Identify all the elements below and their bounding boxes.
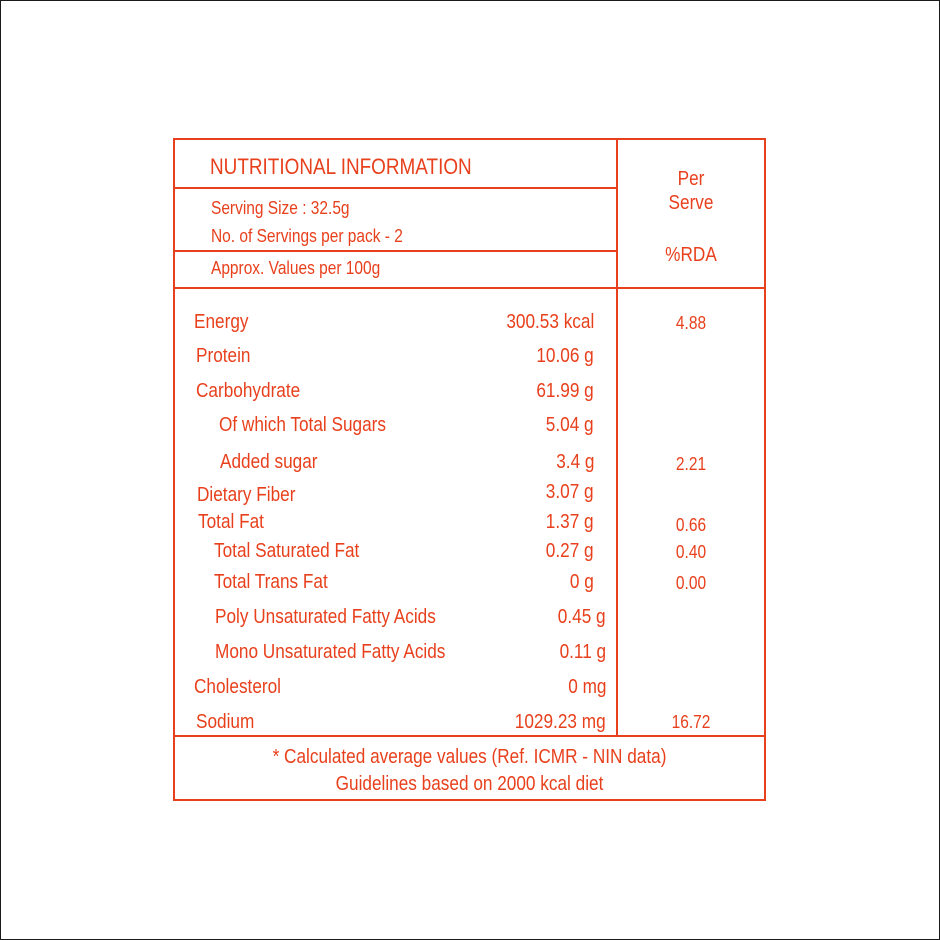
row-value-saturated-fat: 0.27 g bbox=[546, 540, 594, 562]
row-value-cholesterol: 0 mg bbox=[567, 676, 606, 698]
row-value-energy: 300.53 kcal bbox=[506, 311, 594, 333]
row-name-energy: Energy bbox=[194, 311, 249, 333]
per-serve-label-line1: Per bbox=[677, 168, 705, 190]
header-divider bbox=[175, 287, 764, 289]
table-title: NUTRITIONAL INFORMATION bbox=[210, 154, 472, 179]
row-name-pufa: Poly Unsaturated Fatty Acids bbox=[215, 606, 436, 628]
row-name-sodium: Sodium bbox=[196, 711, 255, 733]
row-rda-energy: 4.88 bbox=[675, 313, 707, 333]
serving-size: Serving Size : 32.5g bbox=[211, 198, 350, 218]
row-rda-total-fat: 0.66 bbox=[675, 515, 707, 535]
row-value-protein: 10.06 g bbox=[536, 345, 594, 367]
row-value-mufa: 0.11 g bbox=[559, 641, 606, 663]
row-name-cholesterol: Cholesterol bbox=[194, 676, 282, 698]
row-name-mufa: Mono Unsaturated Fatty Acids bbox=[215, 641, 446, 663]
row-name-carbohydrate: Carbohydrate bbox=[196, 380, 301, 402]
row-value-total-fat: 1.37 g bbox=[546, 511, 594, 533]
row-name-added-sugar: Added sugar bbox=[220, 451, 318, 473]
row-rda-sodium: 16.72 bbox=[671, 712, 711, 732]
row-name-protein: Protein bbox=[196, 345, 251, 367]
footer-note-line1: * Calculated average values (Ref. ICMR - NIN data) bbox=[272, 746, 667, 768]
row-rda-saturated-fat: 0.40 bbox=[675, 542, 707, 562]
footer-note-line2: Guidelines based on 2000 kcal diet bbox=[335, 773, 604, 795]
row-value-sodium: 1029.23 mg bbox=[515, 711, 606, 733]
row-name-dietary-fiber: Dietary Fiber bbox=[197, 484, 296, 506]
rda-label: %RDA bbox=[665, 244, 717, 266]
row-name-trans-fat: Total Trans Fat bbox=[214, 571, 328, 593]
serving-divider bbox=[175, 250, 616, 252]
servings-per-pack: No. of Servings per pack - 2 bbox=[211, 226, 403, 246]
column-divider bbox=[616, 140, 618, 735]
footer-divider bbox=[175, 735, 764, 737]
row-name-total-sugars: Of which Total Sugars bbox=[219, 414, 386, 436]
nutrition-table bbox=[173, 138, 766, 801]
row-value-total-sugars: 5.04 g bbox=[546, 414, 594, 436]
approx-values: Approx. Values per 100g bbox=[211, 258, 381, 278]
per-serve-label-line2: Serve bbox=[668, 192, 714, 214]
row-name-saturated-fat: Total Saturated Fat bbox=[214, 540, 360, 562]
row-rda-trans-fat: 0.00 bbox=[675, 573, 707, 593]
row-value-added-sugar: 3.4 g bbox=[555, 451, 594, 473]
row-value-pufa: 0.45 g bbox=[558, 606, 606, 628]
row-value-dietary-fiber: 3.07 g bbox=[546, 481, 594, 503]
row-rda-added-sugar: 2.21 bbox=[675, 454, 707, 474]
row-value-trans-fat: 0 g bbox=[570, 571, 594, 593]
row-name-total-fat: Total Fat bbox=[198, 511, 264, 533]
row-value-carbohydrate: 61.99 g bbox=[536, 380, 594, 402]
title-divider bbox=[175, 187, 616, 189]
